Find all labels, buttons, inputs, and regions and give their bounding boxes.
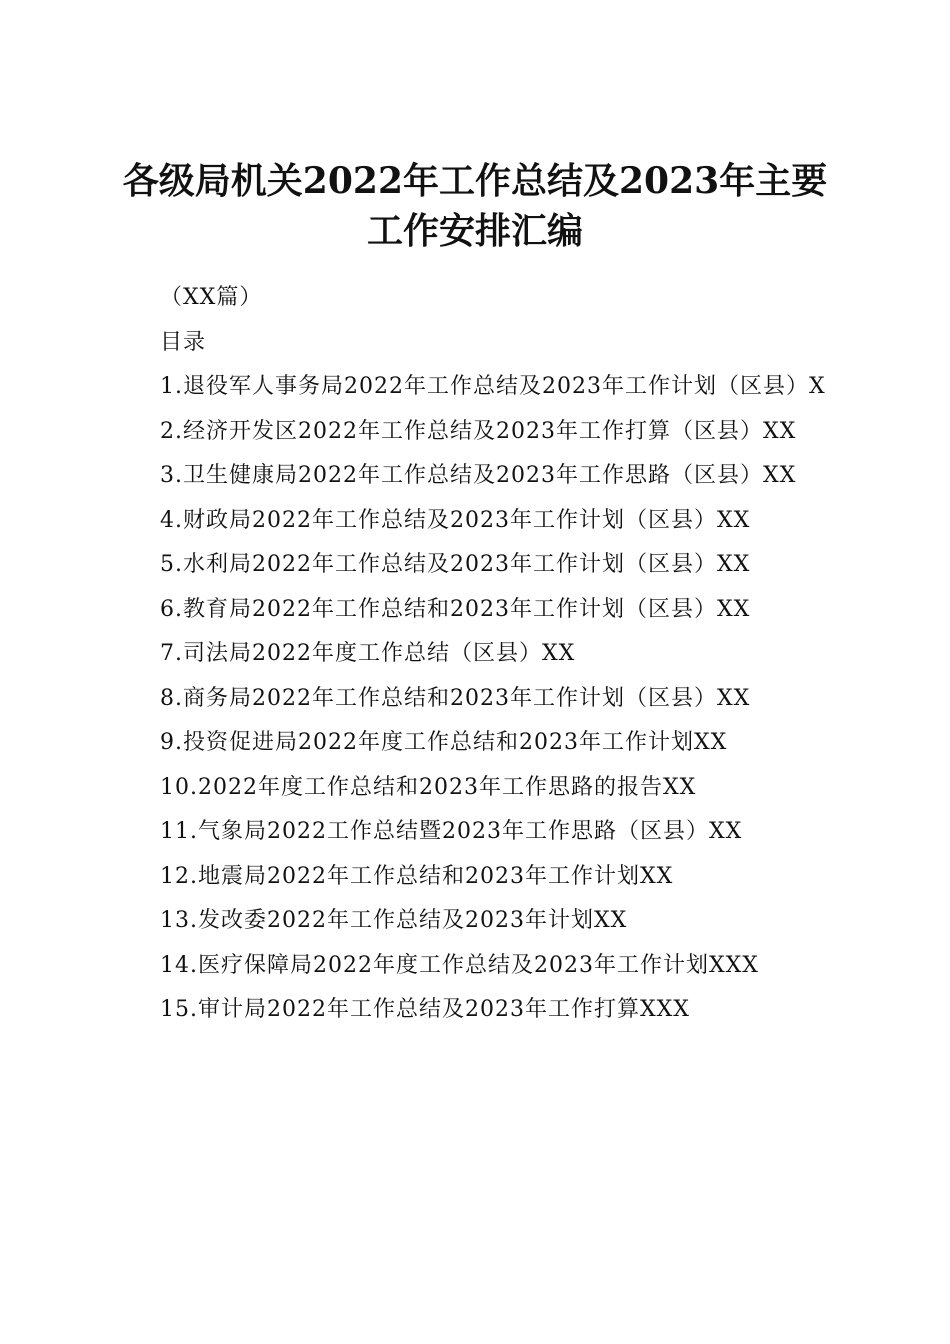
toc-heading: 目录 <box>160 329 207 355</box>
toc-item: 1.退役军人事务局2022年工作总结及2023年工作计划（区县）X <box>160 374 826 399</box>
toc-item: 11.气象局2022工作总结暨2023年工作思路（区县）XX <box>160 819 743 844</box>
document-subtitle: （XX篇） <box>160 285 263 310</box>
toc-item: 4.财政局2022年工作总结及2023年工作计划（区县）XX <box>160 507 751 533</box>
toc-item: 15.审计局2022年工作总结及2023年工作打算XXX <box>160 997 690 1022</box>
document-title: 各级局机关2022年工作总结及2023年主要工作安排汇编 <box>122 160 828 253</box>
toc-item: 3.卫生健康局2022年工作总结及2023年工作思路（区县）XX <box>160 463 797 488</box>
toc-item: 13.发改委2022年工作总结及2023年计划XX <box>160 908 628 933</box>
toc-item: 9.投资促进局2022年度工作总结和2023年工作计划XX <box>160 730 728 755</box>
toc-list <box>118 365 830 1033</box>
document-body <box>118 276 830 1033</box>
toc-item: 6.教育局2022年工作总结和2023年工作计划（区县）XX <box>160 596 751 622</box>
toc-item: 10.2022年度工作总结和2023年工作思路的报告XX <box>160 774 697 800</box>
toc-item: 7.司法局2022年度工作总结（区县）XX <box>160 641 576 666</box>
toc-item: 5.水利局2022年工作总结及2023年工作计划（区县）XX <box>160 552 751 577</box>
toc-item: 8.商务局2022年工作总结和2023年工作计划（区县）XX <box>160 685 751 711</box>
toc-item: 2.经济开发区2022年工作总结及2023年工作打算（区县）XX <box>160 418 797 444</box>
toc-item: 12.地震局2022年工作总结和2023年工作计划XX <box>160 863 674 889</box>
toc-item: 14.医疗保障局2022年度工作总结及2023年工作计划XXX <box>160 952 759 978</box>
